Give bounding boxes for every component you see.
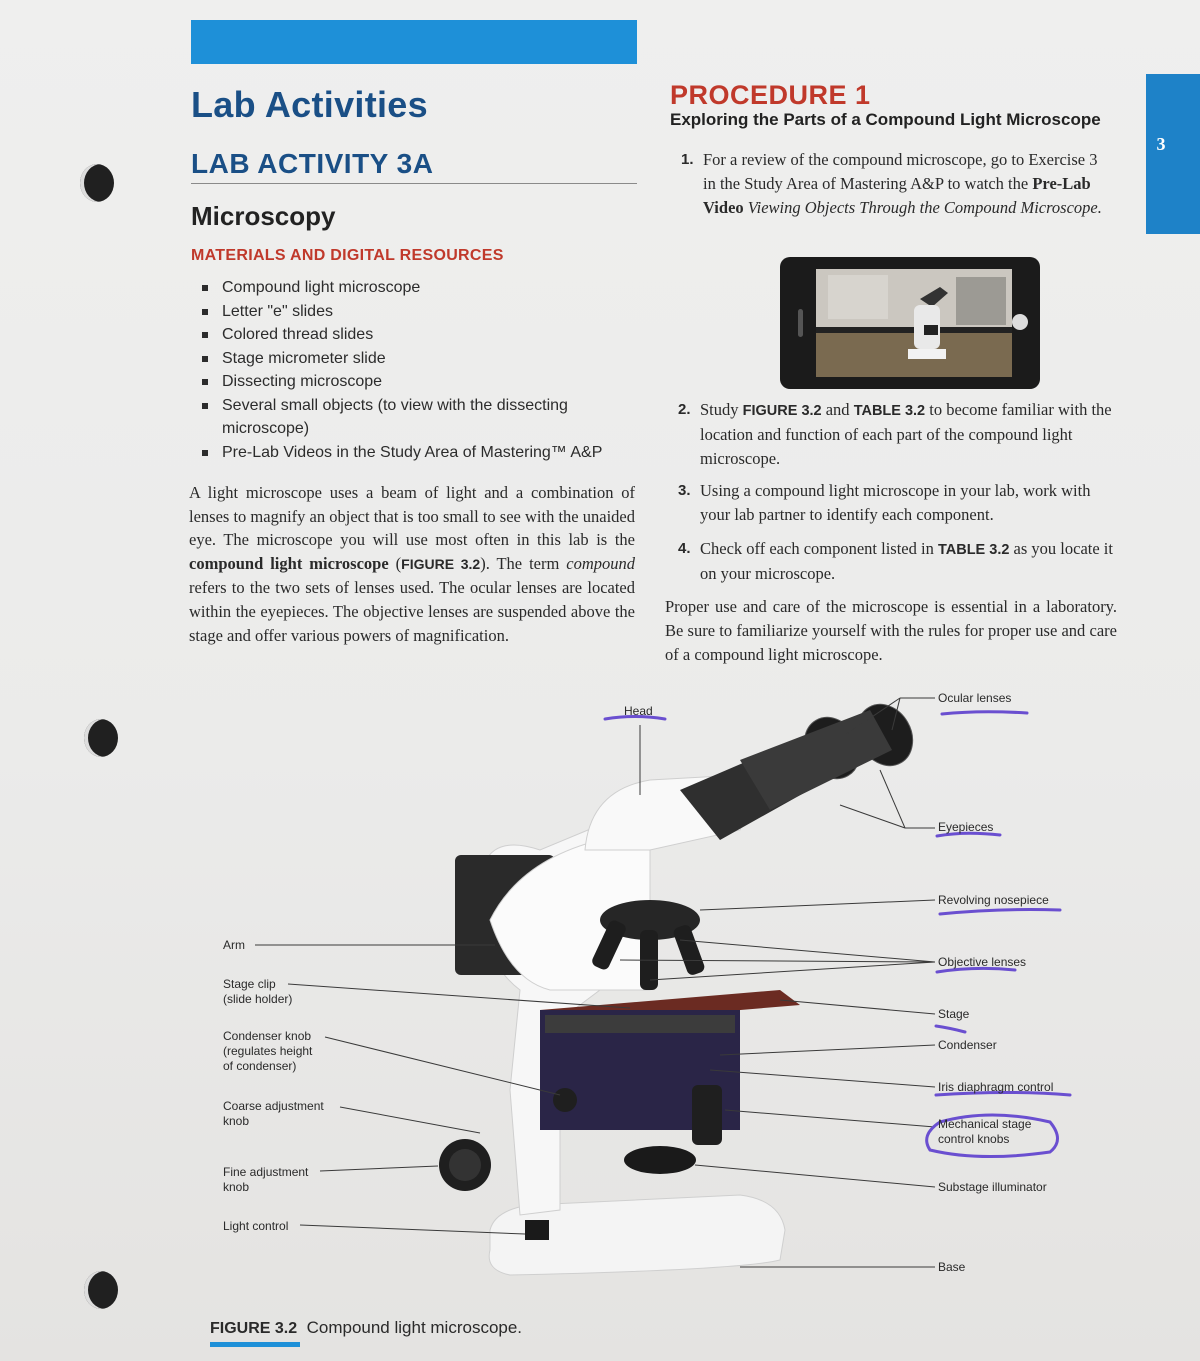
list-item: Dissecting microscope <box>199 370 649 394</box>
list-item: Pre-Lab Videos in the Study Area of Mastering™ A&P <box>199 441 649 465</box>
figure-label: Fine adjustment knob <box>223 1165 309 1194</box>
figure-label: Substage illuminator <box>938 1180 1047 1194</box>
microscope-figure <box>180 690 1140 1310</box>
figure-label: Stage <box>938 1007 970 1021</box>
divider <box>191 183 637 184</box>
procedure-step: 2. Study FIGURE 3.2 and TABLE 3.2 to become familiar with the location and function of each part of the compound light microscope. <box>678 400 1112 468</box>
figure-caption: FIGURE 3.2 Compound light microscope. <box>210 1318 523 1337</box>
figure-label: Base <box>938 1260 966 1274</box>
intro-paragraph: A light microscope uses a beam of light and a combination of lenses to magnify an object that is too small to see with the unaided eye. The microscope you will use most often in this lab is the compound light microscope (FIGURE 3.2). The term compound refers to the two sets of lenses used. The ocular lenses are located within the eyepieces. The objective lenses are suspended above the stage and offer various powers of magnification. <box>189 483 635 645</box>
materials-heading: MATERIALS AND DIGITAL RESOURCES <box>191 247 504 264</box>
bold-term: compound light microscope <box>189 553 389 573</box>
procedure-title: PROCEDURE 1 <box>670 80 871 110</box>
speaker-icon <box>798 309 803 337</box>
figure-label: Arm <box>223 938 245 952</box>
procedure-step: 1. For a review of the compound microscope, go to Exercise 3 in the Study Area of Mastering A&P to watch the Pre-Lab Video Viewing Objects Through the Compound Microscope. <box>681 150 1102 217</box>
procedure-step: 3. Using a compound light microscope in your lab, work with your lab partner to identify each component. <box>678 481 1091 524</box>
figure-label: Iris diaphragm control <box>938 1080 1054 1094</box>
list-item: Several small objects (to view with the dissecting microscope) <box>199 394 602 441</box>
video-screen <box>816 269 1012 377</box>
video-thumbnail[interactable] <box>780 257 1040 389</box>
procedure-subtitle: Exploring the Parts of a Compound Light Microscope <box>670 110 1101 129</box>
header-color-bar <box>191 20 637 64</box>
care-paragraph: Proper use and care of the microscope is essential in a laboratory. Be sure to familiarize yourself with the rules for proper use and care of a compound light microscope. <box>665 597 1117 664</box>
caption-rule <box>210 1342 300 1347</box>
list-item: Colored thread slides <box>199 323 649 347</box>
materials-list <box>199 276 649 464</box>
list-item: Compound light microscope <box>199 276 649 300</box>
figure-reference: FIGURE 3.2 <box>401 555 481 572</box>
list-item: Letter "e" slides <box>199 300 649 324</box>
activity-subtitle: Microscopy <box>191 201 336 231</box>
figure-label: Condenser knob (regulates height of condenser) <box>223 1029 313 1073</box>
figure-label: Revolving nosepiece <box>938 893 1049 907</box>
home-button-icon <box>1012 314 1028 330</box>
page-number: 3 <box>1156 134 1166 154</box>
figure-label: Mechanical stage control knobs <box>938 1117 1032 1146</box>
activity-title: LAB ACTIVITY 3A <box>191 148 434 179</box>
figure-label: Head <box>624 704 653 718</box>
procedure-step: 4. Check off each component listed in TABLE 3.2 as you locate it on your microscope. <box>678 539 1113 583</box>
binder-hole-icon <box>84 1271 118 1309</box>
figure-label: Ocular lenses <box>938 691 1012 705</box>
microscope-illustration <box>180 690 1140 1310</box>
list-item: Stage micrometer slide <box>199 347 649 371</box>
figure-label: Stage clip (slide holder) <box>223 977 293 1006</box>
figure-label: Eyepieces <box>938 820 994 834</box>
chapter-tab <box>1146 74 1200 234</box>
section-title: Lab Activities <box>191 84 428 125</box>
figure-label: Light control <box>223 1219 289 1233</box>
figure-label: Objective lenses <box>938 955 1027 969</box>
binder-hole-icon <box>80 164 114 202</box>
figure-label: Condenser <box>938 1038 997 1052</box>
figure-label: Coarse adjustment knob <box>223 1099 324 1128</box>
binder-hole-icon <box>84 719 118 757</box>
